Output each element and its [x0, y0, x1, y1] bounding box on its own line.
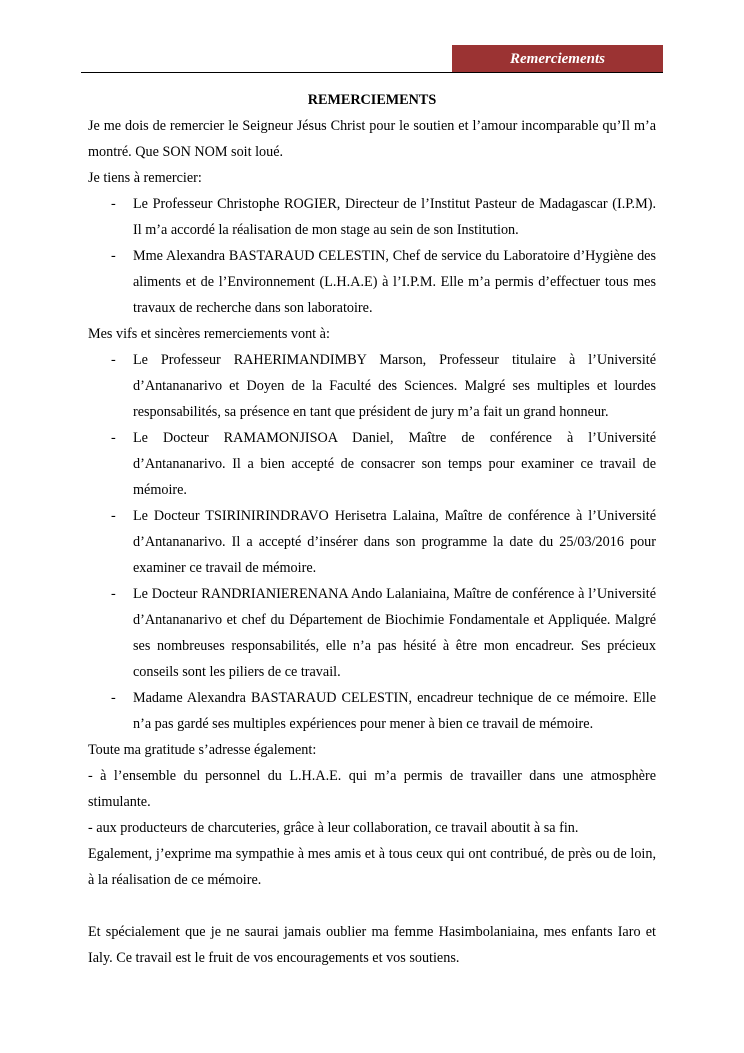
list-item	[88, 503, 656, 581]
header-tab-label: Remerciements	[510, 50, 605, 67]
list-item	[88, 243, 656, 321]
page-title: REMERCIEMENTS	[307, 92, 437, 108]
list-item-text: Mme Alexandra BASTARAUD CELESTIN, Chef de service du Laboratoire d’Hygiène des aliments et de l’Environnement (L.H.A.E) à l’I.P.M. Elle m’a permis d’effectuer tous mes travaux de recherche dans son laboratoire.	[133, 248, 656, 316]
sympathy-paragraph: Egalement, j’exprime ma sympathie à mes amis et à tous ceux qui ont contribué, de près ou de loin, à la réalisation de ce mémoire.	[88, 846, 656, 888]
list-item	[88, 347, 656, 425]
list-item-text: Madame Alexandra BASTARAUD CELESTIN, encadreur technique de ce mémoire. Elle n’a pas gardé ses multiples expériences pour mener à bien ce travail de mémoire.	[133, 690, 656, 732]
section2-lead: Mes vifs et sincères remerciements vont à:	[88, 326, 330, 342]
intro-paragraph: Je me dois de remercier le Seigneur Jésus Christ pour le soutien et l’amour incomparable qu’Il m’a montré. Que SON NOM soit loué.	[88, 118, 656, 160]
section2-list	[88, 347, 656, 737]
gratitude-line: - aux producteurs de charcuteries, grâce à leur collaboration, ce travail aboutit à sa fin.	[88, 820, 579, 836]
section1-lead: Je tiens à remercier:	[88, 170, 202, 186]
list-item-text: Le Docteur RANDRIANIERENANA Ando Lalaniaina, Maître de conférence à l’Université d’Antananarivo et chef du Département de Biochimie Fondamentale et Appliquée. Malgré ses nombreuses responsabilités, elle n’a pas hésité à être mon encadreur. Ses précieux conseils sont les piliers de ce travail.	[133, 586, 656, 680]
dash-bullet: -	[111, 352, 116, 368]
gratitude-lead: Toute ma gratitude s’adresse également:	[88, 742, 317, 758]
section1-list	[88, 191, 656, 321]
dash-bullet: -	[111, 248, 116, 264]
header-tab	[452, 45, 663, 73]
list-item	[88, 425, 656, 503]
list-item-text: Le Professeur RAHERIMANDIMBY Marson, Professeur titulaire à l’Université d’Antananarivo et Doyen de la Faculté des Sciences. Malgré ses multiples et lourdes responsabilités, sa présence en tant que président de jury m’a fait un grand honneur.	[133, 352, 656, 420]
dash-bullet: -	[111, 586, 116, 602]
list-item-text: Le Docteur TSIRINIRINDRAVO Herisetra Lalaina, Maître de conférence à l’Université d’Antananarivo. Il a accepté d’insérer dans son programme la date du 25/03/2016 pour examiner ce travail de mémoire.	[133, 508, 656, 576]
dash-bullet: -	[111, 430, 116, 446]
list-item	[88, 685, 656, 737]
header-rule	[81, 72, 663, 73]
dash-bullet: -	[111, 196, 116, 212]
list-item	[88, 191, 656, 243]
dash-bullet: -	[111, 690, 116, 706]
paragraph-gap	[88, 893, 656, 919]
page-content	[88, 87, 656, 971]
list-item	[88, 581, 656, 685]
list-item-text: Le Professeur Christophe ROGIER, Directeur de l’Institut Pasteur de Madagascar (I.P.M). Il m’a accordé la réalisation de mon stage au sein de son Institution.	[133, 196, 656, 238]
list-item-text: Le Docteur RAMAMONJISOA Daniel, Maître de conférence à l’Université d’Antananarivo. Il a bien accepté de consacrer son temps pour examiner ce travail de mémoire.	[133, 430, 656, 498]
gratitude-line: - à l’ensemble du personnel du L.H.A.E. qui m’a permis de travailler dans une atmosphère stimulante.	[88, 768, 656, 810]
family-paragraph: Et spécialement que je ne saurai jamais oublier ma femme Hasimbolaniaina, mes enfants Iaro et Ialy. Ce travail est le fruit de vos encouragements et vos soutiens.	[88, 924, 656, 966]
dash-bullet: -	[111, 508, 116, 524]
